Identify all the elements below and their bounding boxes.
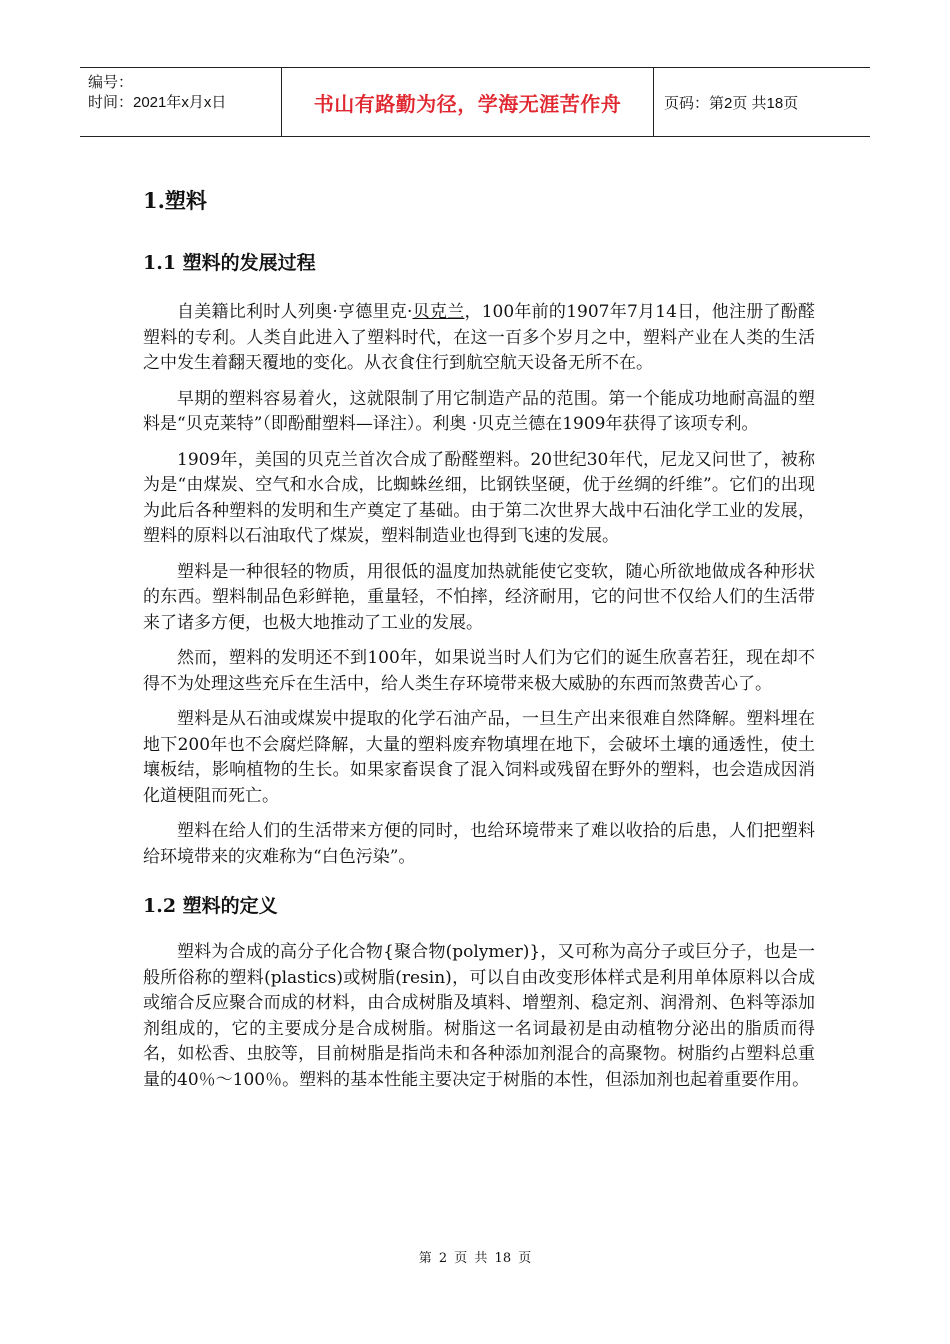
- paragraph: [143, 300, 815, 377]
- header-page-cell: [654, 68, 870, 136]
- page-footer: [0, 1247, 950, 1266]
- header-motto-cell: [281, 68, 654, 136]
- paragraph-text: ，100年前的1907年7月14日，他注册了酚醛塑料的专利。人类自此进入了塑料时代，在这一百多个岁月之中，塑料产业在人类的生活之中发生着翻天覆地的变化。从衣食住行到航空航天设备无所不在。: [143, 302, 815, 373]
- baekeland-link[interactable]: 贝克兰: [412, 302, 465, 322]
- motto-text: 书山有路勤为径，学海无涯苦作舟: [313, 91, 622, 116]
- paragraph: 塑料是从石油或煤炭中提取的化学石油产品，一旦生产出来很难自然降解。塑料埋在地下200年也不会腐烂降解，大量的塑料废弃物填埋在地下，会破坏土壤的通透性，使土壤板结，影响植物的生长。如果家畜误食了混入饲料或残留在野外的塑料，也会造成因消化道梗阻而死亡。: [143, 709, 815, 806]
- paragraph: 塑料是一种很轻的物质，用很低的温度加热就能使它变软，随心所欲地做成各种形状的东西。塑料制品色彩鲜艳，重量轻，不怕摔，经济耐用，它的问世不仅给人们的生活带来了诸多方便，也极大地推动了工业的发展。: [143, 561, 815, 633]
- footer-page-number: 第 2 页 共 18 页: [418, 1251, 532, 1266]
- subsection-title-history: 1.1 塑料的发展过程: [143, 252, 316, 274]
- paragraph: 早期的塑料容易着火，这就限制了用它制造产品的范围。第一个能成功地耐高温的塑料是“贝克莱特”（即酚酣塑料—译注）。利奥 ·贝克兰德在1909年获得了该项专利。: [143, 388, 815, 434]
- header-meta-cell: [80, 68, 281, 136]
- subsection-title-definition: 1.2 塑料的定义: [143, 895, 278, 917]
- paragraph: 塑料在给人们的生活带来方便的同时，也给环境带来了难以收拾的后患，人们把塑料给环境带来的灾难称为“白色污染”。: [143, 821, 815, 867]
- page-header: [80, 67, 870, 137]
- paragraph: 塑料为合成的高分子化合物{聚合物(polymer)}，又可称为高分子或巨分子，也是一般所俗称的塑料(plastics)或树脂(resin)，可以自由改变形体样式是利用单体原料以合成或缩合反应聚合而成的材料，由合成树脂及填料、增塑剂、稳定剂、润滑剂、色料等添加剂组成的，它的主要成分是合成树脂。树脂这一名词最初是由动植物分泌出的脂质而得名，如松香、虫胶等，目前树脂是指尚未和各种添加剂混合的高聚物。树脂约占塑料总重量的40％～100％。塑料的基本性能主要决定于树脂的本性，但添加剂也起着重要作用。: [143, 942, 815, 1090]
- section-title: 1.塑料: [143, 188, 207, 213]
- number-label: 编号：: [88, 74, 134, 91]
- time-label: 时间：2021年x月x日: [88, 94, 227, 111]
- paragraph: 然而，塑料的发明还不到100年，如果说当时人们为它们的诞生欣喜若狂，现在却不得不为处理这些充斥在生活中，给人类生存环境带来极大威胁的东西而煞费苦心了。: [143, 648, 815, 694]
- page-label: 页码：第2页 共18页: [664, 94, 799, 112]
- paragraph-text: 自美籍比利时人列奥·亨德里克·: [177, 302, 413, 322]
- paragraph: 1909年，美国的贝克兰首次合成了酚醛塑料。20世纪30年代，尼龙又问世了，被称为是“由煤炭、空气和水合成，比蜘蛛丝细，比钢铁坚硬，优于丝绸的纤维”。它们的出现为此后各种塑料的发明和生产奠定了基础。由于第二次世界大战中石油化学工业的发展，塑料的原料以石油取代了煤炭，塑料制造业也得到飞速的发展。: [143, 449, 815, 546]
- document-body: [143, 172, 815, 1103]
